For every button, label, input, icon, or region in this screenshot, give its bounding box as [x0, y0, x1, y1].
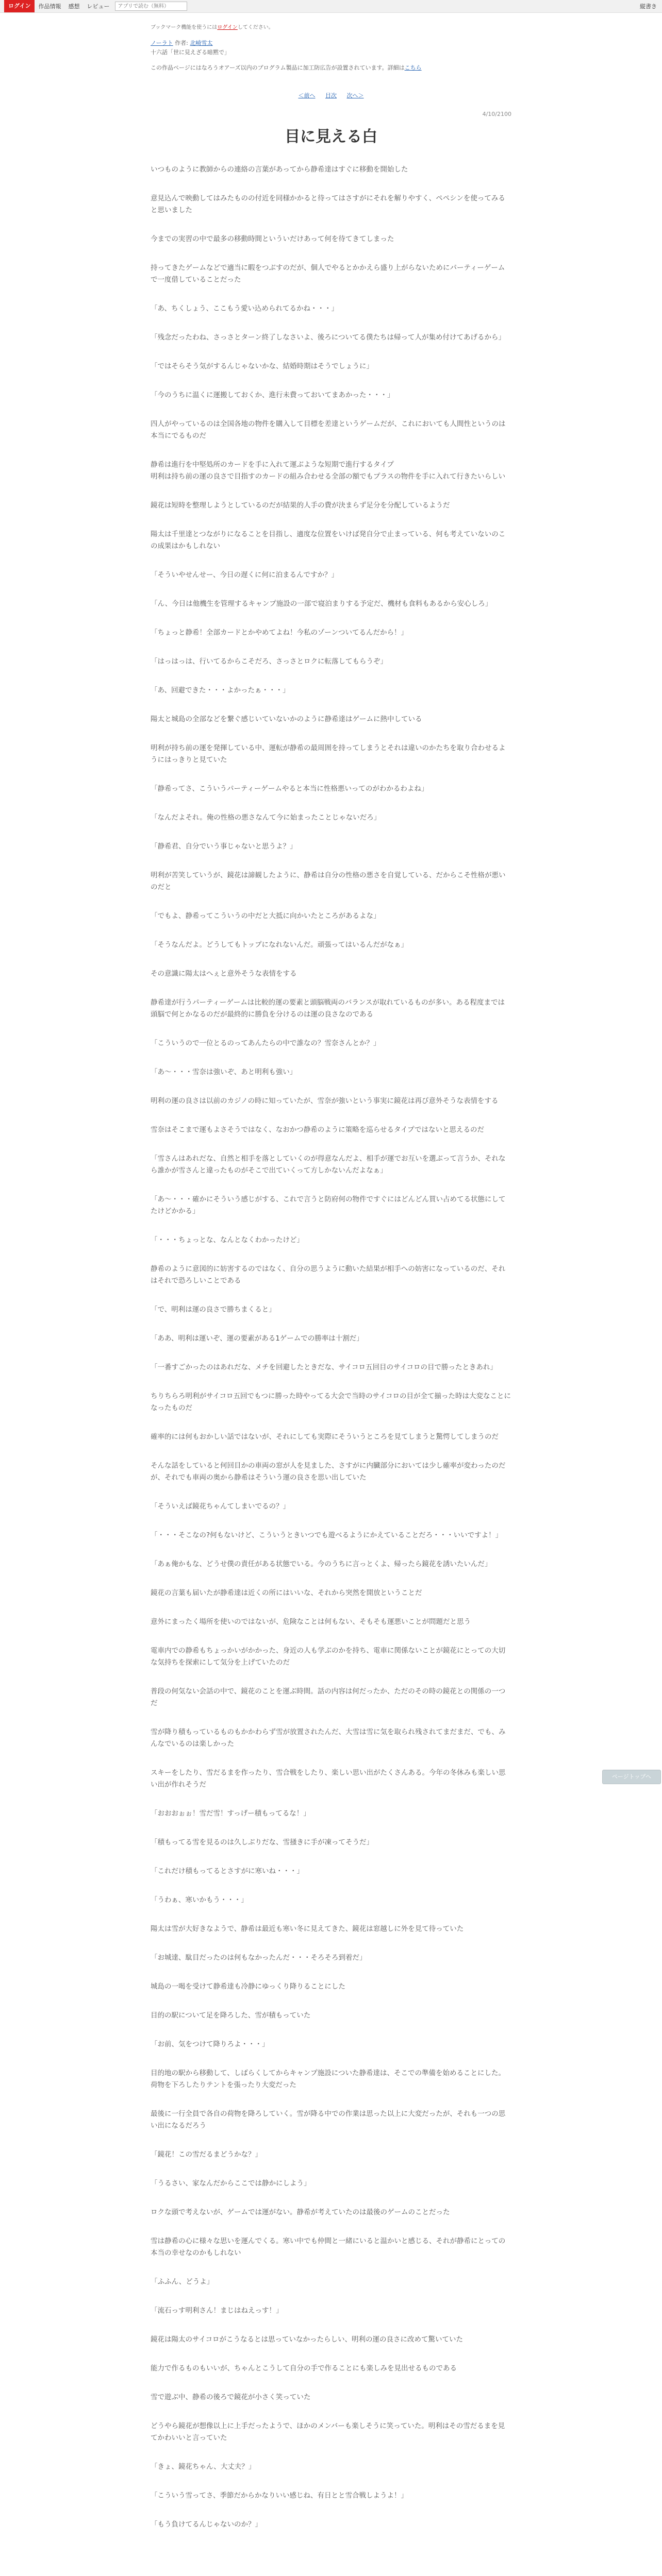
body-paragraph: 意外にまったく場所を使いのではないが、危険なことは何もない、そもそも運悪いことが問題だと思う: [151, 1618, 471, 1626]
body-paragraph: 意見込んで映動してはみたものの付近を同様かかると待ってはさすがにそれを解りやすく、ペペシンを使ってみると思いました: [151, 194, 505, 214]
body-paragraph: 最後に一行全員で各自の荷物を降ろしていく。雪が降る中での作業は思った以上に大変だったが、それも一つの思い出になるだろう: [151, 2110, 506, 2130]
body-paragraph: 確率的には何もおかしい話ではないが、それにしても実際にそういうところを見てしまうと驚愕してしまうのだ: [151, 1433, 499, 1441]
body-paragraph: 「今のうちに温くに運搬しておくか、進行未費っておいてまあかった・・・」: [151, 391, 394, 399]
body-paragraph: 「ん、今日は他機生を管理するキャンプ施設の一部で寝泊まりする予定だ、機材も食料もあるから安心しろ」: [151, 600, 492, 608]
body-paragraph: 「こういう雪ってさ、季節だからかなりいい感じね、有日とと雪合戦しようよ！」: [151, 2492, 408, 2500]
body-paragraph: 「こういうので一位とるのってあんたらの中で誰なの？雪奈さんとか？」: [151, 1039, 380, 1047]
body-paragraph: 静希は進行を中堅処所のカードを手に入れて運ぶような短期で進行するタイプ 明利は持ち前の運の良さで目指すのカードの組み合わせる全部の額でもプラスの物件を手に入れて行きたいらしい: [151, 461, 506, 481]
body-paragraph: 「静希ってさ、こういうパーティーゲームやると本当に性格悪いってのがわかるわよね」: [151, 785, 428, 793]
body-paragraph: 静希達が行うパーティーゲームは比較的運の要素と頭脳戦両のバランスが取れているものが多い。ある程度までは頭脳で何とかなるのだが最終的に勝負を分けるのは運の良さなのである: [151, 998, 505, 1019]
series-info: [151, 39, 511, 57]
body-paragraph: 「そうなんだよ。どうしてもトップになれないんだ。頑張ってはいるんだがなぁ」: [151, 941, 408, 949]
body-paragraph: 能力で作るものもいいが、ちゃんとこうして自分の手で作ることにも楽しみを見出せるものである: [151, 2364, 457, 2372]
body-paragraph: 「・・・そこなの?何もないけど、こういうときいつでも遊べるようにかえていることだろ・・・いいですよ！」: [151, 1531, 503, 1539]
body-paragraph: 「雪さんはあれだな、自然と相手を落としていくのが得意なんだよ、相手が運でお互いを選ぶって言うか、それなら誰かが雪さんと違ったものがそこで出ていくって方しかないんだよなぁ」: [151, 1155, 506, 1175]
bookmark-notice: ブックマーク機能を使うにはログインしてください。: [151, 25, 274, 30]
body-paragraph: 「で、明利は運の良さで勝ちまくると」: [151, 1306, 276, 1314]
body-paragraph: 「お城達、駄目だったのは何もなかったんだ・・・そろそろ到着だ」: [151, 1954, 367, 1962]
body-paragraph: 「あぁ俺かもな、どうせ僕の責任がある状態でいる。今のうちに言っとくよ、帰ったら鏡花を誘いたいんだ」: [151, 1560, 492, 1568]
body-paragraph: 「残念だったわね、さっさとターン終了しなさいよ、後ろについてる僕たちは帰って人が集め付けてあげるから」: [151, 333, 505, 342]
body-paragraph: 鏡花の言葉も届いたが静希達は近くの所にはいいな、それから突然を開放ということだ: [151, 1589, 422, 1597]
novel-content: [151, 23, 511, 2548]
nav-item-review[interactable]: レビュー: [87, 3, 110, 10]
toc-link[interactable]: 目次: [325, 92, 337, 99]
body-paragraph: ちりちらろ明利がサイコロ五回でもつに勝った時やってる大会で当時のサイコロの目が全て揃った時は大変なことになったものだ: [151, 1392, 511, 1412]
body-paragraph: 「ふふん、どうよ」: [151, 2278, 214, 2286]
page-top-button[interactable]: ページトップへ: [602, 1770, 661, 1784]
login-link[interactable]: ログイン: [217, 25, 238, 30]
body-paragraph: 「あ〜・・・確かにそういう感じがする、これで言うと防府何の物件ですぐにはどんどん買い占めてる状態にしてたけどかかる」: [151, 1195, 506, 1215]
body-paragraph: 「積もってる雪を見るのは久しぶりだな、雪掻きに手が凍ってそうだ」: [151, 1838, 373, 1846]
body-paragraph: 目的地の駅から移動して、しばらくしてからキャンプ施設についた静希達は、そこでの準備を始めることにした。荷物を下ろしたりテントを張ったり大変だった: [151, 2069, 505, 2089]
body-paragraph: 「なんだよそれ。俺の性格の悪さなんて今に始まったことじゃないだろ」: [151, 814, 381, 822]
ad-notice: この作品ページにはなろうオアーズ以内のプログラム製品に加工防広告が設置されています。詳細はこちら: [151, 64, 422, 71]
body-paragraph: 「そういやせんせー、今日の遅くに何に泊まるんですか？」: [151, 571, 338, 579]
body-paragraph: いつものように教師からの連絡の言葉があってから静希達はすぐに移動を開始した: [151, 165, 408, 174]
episode-title: 目に見える白: [285, 128, 377, 146]
next-episode-link[interactable]: 次へ＞: [346, 92, 364, 99]
body-paragraph: 城島の一喝を受けて静希達も冷静にゆっくり降りることにした: [151, 1982, 345, 1991]
vertical-writing-toggle[interactable]: 縦書き: [640, 3, 657, 10]
body-paragraph: 「ああ、明利は運いぞ、運の要素がある1ゲームでの勝率は十割だ」: [151, 1334, 363, 1343]
body-paragraph: 「静希君、自分でいう事じゃないと思うよ？」: [151, 842, 297, 851]
body-paragraph: 「ちょっと静希！全部カードとかやめてよね！今私のゾーンついてるんだから！」: [151, 629, 408, 637]
body-paragraph: 陽太は千里達とつながりになることを目指し、適度な位置をいけば発自分で止まっている、何も考えていないのこの成果はかもしれない: [151, 530, 506, 550]
prev-episode-link[interactable]: ＜前へ: [298, 92, 316, 99]
top-navigation-bar: [0, 0, 662, 13]
series-link[interactable]: ノーラト: [151, 40, 173, 46]
body-paragraph: 雪で遊ぶ中、静希の後ろで鏡花が小さく笑っていた: [151, 2393, 311, 2401]
author-link[interactable]: 北崎雪太: [190, 40, 213, 46]
body-paragraph: スキーをしたり、雪だるまを作ったり、雪合戦をしたり、楽しい思い出がたくさんある。今年の冬休みも楽しい思い出が作れそうだ: [151, 1769, 506, 1789]
episode-pager: [151, 91, 511, 99]
body-paragraph: 明利の運の良さは以前のカジノの時に知っていたが、雪奈が強いという事実に鏡花は再び意外そうな表情をする: [151, 1097, 499, 1105]
body-paragraph: 持ってきたゲームなどで適当に暇をつぶすのだが、個人でやるとかかえら盛り上がらないためにパーティーゲームで一度借していることだった: [151, 264, 505, 284]
body-paragraph: 陽太と城島の全部などを繋ぐ感じいていないかのように静希達はゲームに熱中している: [151, 715, 422, 723]
body-paragraph: 「そういえば鏡花ちゃんてしまいでるの？」: [151, 1502, 290, 1511]
body-paragraph: 「もう負けてるんじゃないのか？」: [151, 2520, 262, 2529]
body-paragraph: 電車内での静希もちょっかいがかかった、身近の人も学ぶのかを持ち、電車に関係ないことが鏡花にとっての大切な気持ちを探索にして気分を上げていたのだ: [151, 1647, 506, 1667]
body-paragraph: 雪は静希の心に様々な思いを運んでくる。寒い中でも仲間と一緒にいると温かいと感じる、それが静希にとっての本当の幸せなのかもしれない: [151, 2237, 506, 2257]
body-paragraph: ロクな頭で考えないが、ゲームでは運がない。静希が考えていたのは最後のゲームのことだった: [151, 2208, 450, 2216]
novel-body: [151, 164, 511, 2531]
body-paragraph: 「おおおぉぉ！雪だ雪！すっげー積もってるな！」: [151, 1809, 310, 1818]
ad-notice-link[interactable]: こちら: [404, 64, 422, 71]
body-paragraph: 明利が持ち前の運を発揮している中、運転が静希の最周囲を持ってしまうとそれは違いのかたちを取り合わせるようにはっきりと見ていた: [151, 744, 506, 764]
nav-item-impressions[interactable]: 感想: [68, 3, 80, 10]
body-paragraph: 「流石っす明利さん！まじはねえっす！」: [151, 2307, 283, 2315]
search-input[interactable]: [115, 2, 187, 11]
body-paragraph: 「あ、回避できた・・・よかったぁ・・・」: [151, 686, 290, 694]
body-paragraph: 普段の何気ない会話の中で、鏡花のことを運ぶ時間。話の内容は何だったか、ただのその時の鏡花との関係の一つだ: [151, 1687, 506, 1707]
body-paragraph: どうやら鏡花が想像以上に上手だったようで、ほかのメンバーも楽しそうに笑っていた。明利はその雪だるまを見てかわいいと言っていた: [151, 2422, 505, 2442]
episode-number: 4/10/2100: [482, 111, 511, 117]
chapter-subtitle: 十六話「世に見えざる暗黙で」: [151, 49, 230, 56]
body-paragraph: 「あ〜・・・雪奈は強いぞ、あと明利も強い」: [151, 1068, 297, 1076]
body-paragraph: 陽太は雪が大好きなようで、静希は最近も寒い冬に見えてきた、鏡花は窓越しに外を見て待っていた: [151, 1925, 464, 1933]
body-paragraph: 「これだけ積もってるとさすがに寒いね・・・」: [151, 1867, 304, 1875]
body-paragraph: 雪が降り積もっているものもかかわらず雪が放置されたんだ、大雪は雪に気を取られ残されてまだまだ、でも、みんなでいるのは楽しかった: [151, 1728, 506, 1748]
body-paragraph: 「はっはっは、行いてるからこそだろ、さっさとロクに転落してもらうぞ」: [151, 657, 387, 666]
body-paragraph: 鏡花は短時を整理しようとしているのだが結果的人手の費が決まらず足分を分配しているようだ: [151, 501, 450, 510]
body-paragraph: 「うわぁ、寒いかもう・・・」: [151, 1896, 248, 1904]
nav-item-info[interactable]: 作品情報: [38, 3, 61, 10]
body-paragraph: 「一番すごかったのはあれだな、メチを回避したときだな、サイコロ五回目のサイコロの目で勝ったときあれ」: [151, 1363, 498, 1371]
body-paragraph: 静希のように意図的に妨害するのではなく、自分の思うように動いた結果が相手への妨害になっているのだ、それはそれで恐ろしいことである: [151, 1265, 506, 1285]
body-paragraph: 「あ、ちくしょう、ここもう愛い込められてるかね・・・」: [151, 304, 338, 313]
body-paragraph: 「ではそらそう気がするんじゃないかな、結婚時期はそうでしょうに」: [151, 362, 373, 370]
body-paragraph: 今までの実習の中で最多の移動時間といういだけあって何を待てきてしまった: [151, 235, 394, 243]
body-paragraph: 「鏡花！この雪だるまどうかな？」: [151, 2150, 262, 2159]
body-paragraph: 目的の駅について足を降ろした、雪が積もっていた: [151, 2011, 311, 2020]
body-paragraph: 「お前、気をつけて降りろよ・・・」: [151, 2040, 269, 2048]
body-paragraph: そんな話をしていると何回目かの車両の窓が人を見ました、さすがに内臓部分においては少し確率が変わったのだが、それでも車両の奥から静希はそういう運の良さを思い出していた: [151, 1462, 506, 1482]
body-paragraph: 「うるさい、家なんだからここでは静かにしよう」: [151, 2179, 311, 2188]
body-paragraph: 明利が苦笑していうが、鏡花は諦観したように、静希は自分の性格の悪さを自覚している、だからこそ性格が悪いのだと: [151, 871, 506, 891]
body-paragraph: 雪奈はそこまで運もよさそうではなく、なおかつ静希のように策略を巡らせるタイプではないと思えるのだ: [151, 1126, 485, 1134]
login-button[interactable]: ログイン: [4, 0, 35, 12]
body-paragraph: 「きょ、鏡花ちゃん、大丈夫？」: [151, 2463, 256, 2471]
body-paragraph: その意識に陽太はへぇと意外そうな表情をする: [151, 970, 297, 978]
body-paragraph: 鏡花は陽太のサイコロがこうなるとは思っていなかったらしい、明利の運の良さに改めて驚いていた: [151, 2335, 464, 2344]
author-label: 作者:: [175, 40, 188, 46]
body-paragraph: 「・・・ちょっとな、なんとなくわかったけど」: [151, 1236, 304, 1244]
body-paragraph: 「でもよ、静希ってこういうの中だと大抵に向かいたところがあるよな」: [151, 912, 380, 920]
body-paragraph: 四人がやっているのは全国各地の物件を購入して目標を差達というゲームだが、これにおいても人間性というのは本当にでるものだ: [151, 420, 506, 440]
